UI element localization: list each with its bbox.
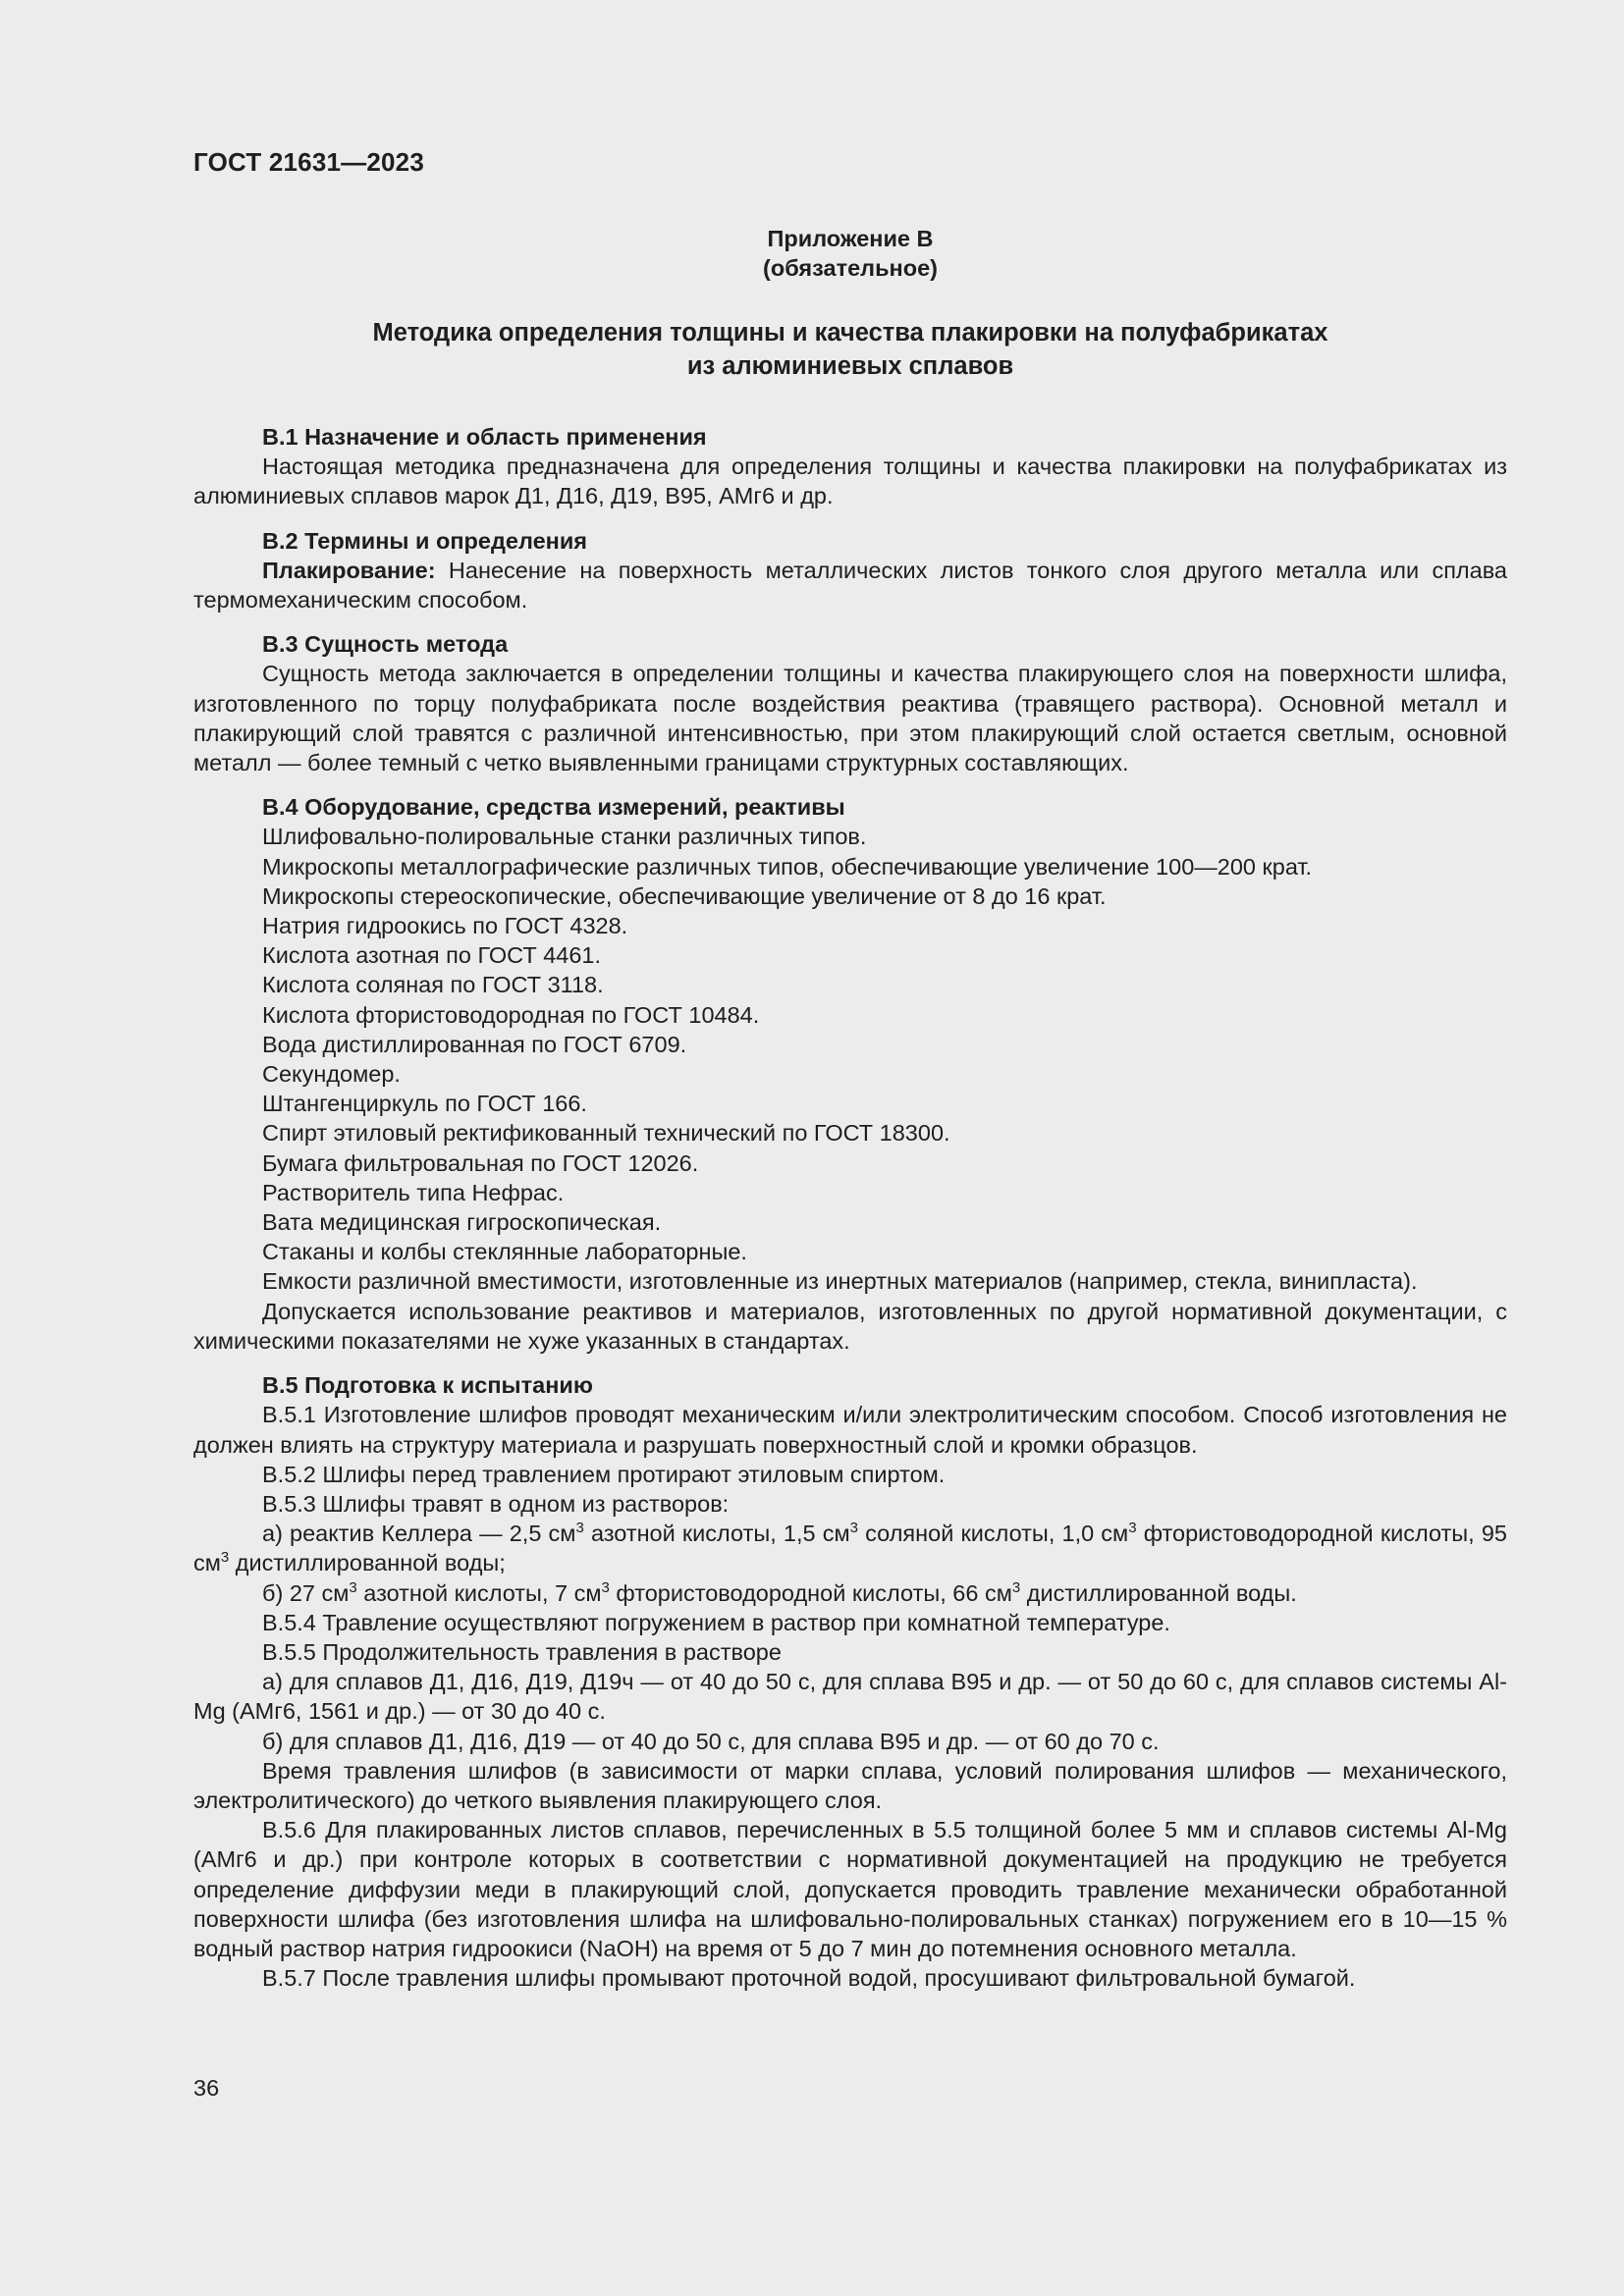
list-item: Натрия гидроокись по ГОСТ 4328. bbox=[262, 913, 628, 939]
section-heading-b1: В.1 Назначение и область применения bbox=[262, 424, 707, 450]
list-item: Секундомер. bbox=[262, 1061, 401, 1088]
annex-title bbox=[193, 316, 1507, 383]
list-item: Шлифовально-полировальные станки различных типов. bbox=[262, 824, 867, 850]
paragraph-b5-6: В.5.6 Для плакированных листов сплавов, перечисленных в 5.5 толщиной более 5 мм и сплавов системы Al-Mg (АМг6 и др.) при контроле которых в соответствии с нормативной документацией на продукцию не требуется определение диффузии меди в плакирующий слой, допускается проводить травление механически обработанной поверхности шлифа (без изготовления шлифа на шлифовально-полировальных станках) погружением его в 10—15 % водный раствор натрия гидроокиси (NaOH) на время от 5 до 7 мин до потемнения основного металла. bbox=[193, 1817, 1507, 1961]
text-run: соляной кислоты, 1,0 см bbox=[858, 1521, 1129, 1547]
page-number: 36 bbox=[193, 2075, 220, 2101]
section-heading-b2: В.2 Термины и определения bbox=[262, 527, 587, 554]
list-item: Микроскопы металлографические различных типов, обеспечивающие увеличение 100—200 крат. bbox=[262, 853, 1313, 880]
paragraph-b5-3: В.5.3 Шлифы травят в одном из растворов: bbox=[262, 1490, 730, 1517]
paragraph-b5-3b bbox=[193, 1578, 1507, 1608]
paragraph-b5-4: В.5.4 Травление осуществляют погружением в раствор при комнатной температуре. bbox=[262, 1609, 1170, 1635]
document-code-header: ГОСТ 21631—2023 bbox=[193, 147, 424, 177]
text-run: дистиллированной воды. bbox=[1020, 1579, 1297, 1606]
paragraph-b5-3a bbox=[193, 1519, 1507, 1577]
text-run: азотной кислоты, 1,5 см bbox=[583, 1521, 850, 1547]
list-item: Емкости различной вместимости, изготовленные из инертных материалов (например, стекла, винипласта). bbox=[262, 1268, 1418, 1295]
term-definition: Нанесение на поверхность металлических листов тонкого слоя другого металла или сплава термомеханическим способом. bbox=[193, 557, 1507, 614]
paragraph-b5-1: В.5.1 Изготовление шлифов проводят механическим и/или электролитическим способом. Способ изготовления не должен влиять на структуру материала и разрушать поверхностный слой и кромки образцов. bbox=[193, 1402, 1507, 1458]
superscript: 3 bbox=[1011, 1578, 1021, 1596]
list-item: Кислота соляная по ГОСТ 3118. bbox=[262, 972, 604, 998]
text-run: азотной кислоты, 7 см bbox=[356, 1579, 602, 1606]
superscript: 3 bbox=[220, 1549, 230, 1567]
text-run: б) 27 см bbox=[262, 1579, 350, 1606]
superscript: 3 bbox=[575, 1520, 584, 1537]
page-content bbox=[193, 224, 1507, 1993]
section-heading-b5: В.5 Подготовка к испытанию bbox=[262, 1372, 593, 1399]
paragraph-b4-note: Допускается использование реактивов и материалов, изготовленных по другой нормативной документации, с химическими показателями не хуже указанных в стандартах. bbox=[193, 1298, 1507, 1354]
paragraph-b1: Настоящая методика предназначена для определения толщины и качества плакировки на полуфабрикатах из алюминиевых сплавов марок Д1, Д16, Д19, В95, АМг6 и др. bbox=[193, 454, 1507, 509]
annex-status: (обязательное) bbox=[763, 255, 938, 281]
term-plakirovanie: Плакирование: bbox=[262, 557, 436, 583]
section-heading-b4: В.4 Оборудование, средства измерений, реактивы bbox=[262, 794, 845, 821]
list-item: Штангенциркуль по ГОСТ 166. bbox=[262, 1091, 587, 1117]
superscript: 3 bbox=[849, 1520, 858, 1537]
annex-label: Приложение В bbox=[767, 226, 934, 251]
superscript: 3 bbox=[1128, 1520, 1137, 1537]
text-run: а) реактив Келлера — 2,5 см bbox=[262, 1521, 576, 1547]
annex-title-line-1: Методика определения толщины и качества плакировки на полуфабрикатах bbox=[372, 319, 1328, 347]
annex-title-line-2: из алюминиевых сплавов bbox=[686, 352, 1014, 380]
paragraph-b2-definition bbox=[193, 556, 1507, 614]
equipment-list bbox=[193, 822, 1507, 1296]
paragraph-b3: Сущность метода заключается в определении толщины и качества плакирующего слоя на поверхности шлифа, изготовленного по торцу полуфабриката после воздействия реактива (травящего раствора). Основной металл и плакирующий слой травятся с различной интенсивностью, при этом плакирующий слой остается светлым, основной металл — более темный с четко выявленными границами структурных составляющих. bbox=[193, 661, 1507, 776]
list-item: Кислота азотная по ГОСТ 4461. bbox=[262, 942, 602, 969]
list-item: Вода дистиллированная по ГОСТ 6709. bbox=[262, 1031, 687, 1057]
text-run: дистиллированной воды; bbox=[229, 1550, 506, 1576]
list-item: Бумага фильтровальная по ГОСТ 12026. bbox=[262, 1149, 699, 1176]
text-run: фтористоводородной кислоты, 66 см bbox=[609, 1579, 1012, 1606]
list-item: Вата медицинская гигроскопическая. bbox=[262, 1209, 662, 1236]
list-item: Растворитель типа Нефрас. bbox=[262, 1179, 565, 1205]
paragraph-b5-5a: а) для сплавов Д1, Д16, Д19, Д19ч — от 40 до 50 с, для сплава В95 и др. — от 50 до 60 с, для сплавов системы Al-Mg (АМг6, 1561 и др.) — от 30 до 40 с. bbox=[193, 1669, 1507, 1725]
list-item: Стаканы и колбы стеклянные лабораторные. bbox=[262, 1239, 747, 1265]
paragraph-b5-2: В.5.2 Шлифы перед травлением протирают этиловым спиртом. bbox=[262, 1461, 946, 1487]
paragraph-b5-5: В.5.5 Продолжительность травления в растворе bbox=[262, 1638, 782, 1665]
superscript: 3 bbox=[601, 1578, 610, 1596]
paragraph-b5-7: В.5.7 После травления шлифы промывают проточной водой, просушивают фильтровальной бумагой. bbox=[262, 1965, 1356, 1992]
list-item: Кислота фтористоводородная по ГОСТ 10484. bbox=[262, 1001, 760, 1028]
superscript: 3 bbox=[349, 1578, 357, 1596]
paragraph-b5-5c: Время травления шлифов (в зависимости от марки сплава, условий полирования шлифов — механического, электролитического) до четкого выявления плакирующего слоя. bbox=[193, 1757, 1507, 1813]
list-item: Спирт этиловый ректификованный технический по ГОСТ 18300. bbox=[262, 1120, 950, 1147]
text-run: фтористоводородной кислоты, 95 см bbox=[193, 1521, 1507, 1576]
list-item: Микроскопы стереоскопические, обеспечивающие увеличение от 8 до 16 крат. bbox=[262, 882, 1107, 909]
paragraph-b5-5b: б) для сплавов Д1, Д16, Д19 — от 40 до 50 с, для сплава В95 и др. — от 60 до 70 с. bbox=[262, 1728, 1160, 1754]
section-heading-b3: В.3 Сущность метода bbox=[262, 631, 509, 658]
